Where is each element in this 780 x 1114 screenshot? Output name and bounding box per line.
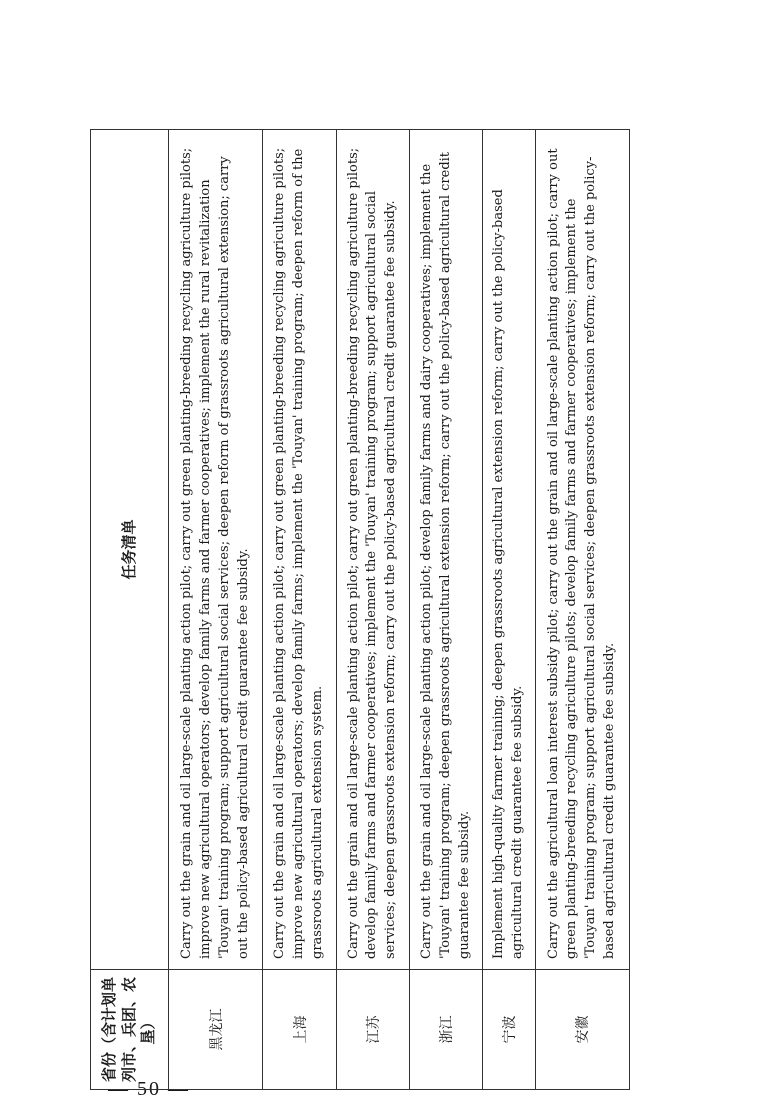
table-row [263,130,336,1090]
rotated-table-container [90,130,630,1090]
task-cell: Carry out the agricultural loan interest subsidy pilot; carry out the grain and oil large-scale planting action pilot; carry out green planting-breeding recycling agriculture pilots; develop family farms and farmer cooperatives; implement the 'Touyan' training program; support agricultural social services; deepen grassroots extension reform; carry out the policy-based agricultural credit guarantee fee subsidy. [535,130,629,970]
table-row [535,130,629,1090]
province-cell: 安徽 [535,970,629,1090]
table-row [336,130,409,1090]
province-cell: 上海 [263,970,336,1090]
table-row [410,130,483,1090]
province-cell: 宁波 [483,970,535,1090]
task-column-header: 任务清单 [91,130,169,970]
province-cell: 黑龙江 [169,970,263,1090]
task-cell: Carry out the grain and oil large-scale planting action pilot; carry out green planting-breeding recycling agriculture pilots; improve new agricultural operators; develop family farms and farmer cooperatives; implement the rural revitalization 'Touyan' training program; support agricultural social services; deepen reform of grassroots agricultural extension; carry out the policy-based agricultural credit guarantee fee subsidy. [169,130,263,970]
table-row [483,130,535,1090]
page-number: — 50 — [108,1078,190,1100]
province-cell: 浙江 [410,970,483,1090]
province-cell: 江苏 [336,970,409,1090]
task-cell: Carry out the grain and oil large-scale planting action pilot; carry out green planting-breeding recycling agriculture pilots; improve new agricultural operators; develop family farms; implement the 'Touyan' training program; deepen reform of the grassroots agricultural extension system. [263,130,336,970]
task-cell: Carry out the grain and oil large-scale planting action pilot; carry out green planting-breeding recycling agriculture pilots; develop family farms and farmer cooperatives; implement the 'Touyan' training program; support agricultural social services; deepen grassroots extension reform; carry out the policy-based agricultural credit guarantee fee subsidy. [336,130,409,970]
table-row [169,130,263,1090]
task-table [90,129,630,1090]
table-header-row [91,130,169,1090]
task-cell: Implement high-quality farmer training; deepen grassroots agricultural extension reform; carry out the policy-based agricultural credit guarantee fee subsidy. [483,130,535,970]
province-column-header: 省份（含计划单列市、兵团、农垦） [91,970,169,1090]
task-cell: Carry out the grain and oil large-scale planting action pilot; develop family farms and dairy cooperatives; implement the 'Touyan' training program; deepen grassroots agricultural extension reform; carry out the policy-based agricultural credit guarantee fee subsidy. [410,130,483,970]
